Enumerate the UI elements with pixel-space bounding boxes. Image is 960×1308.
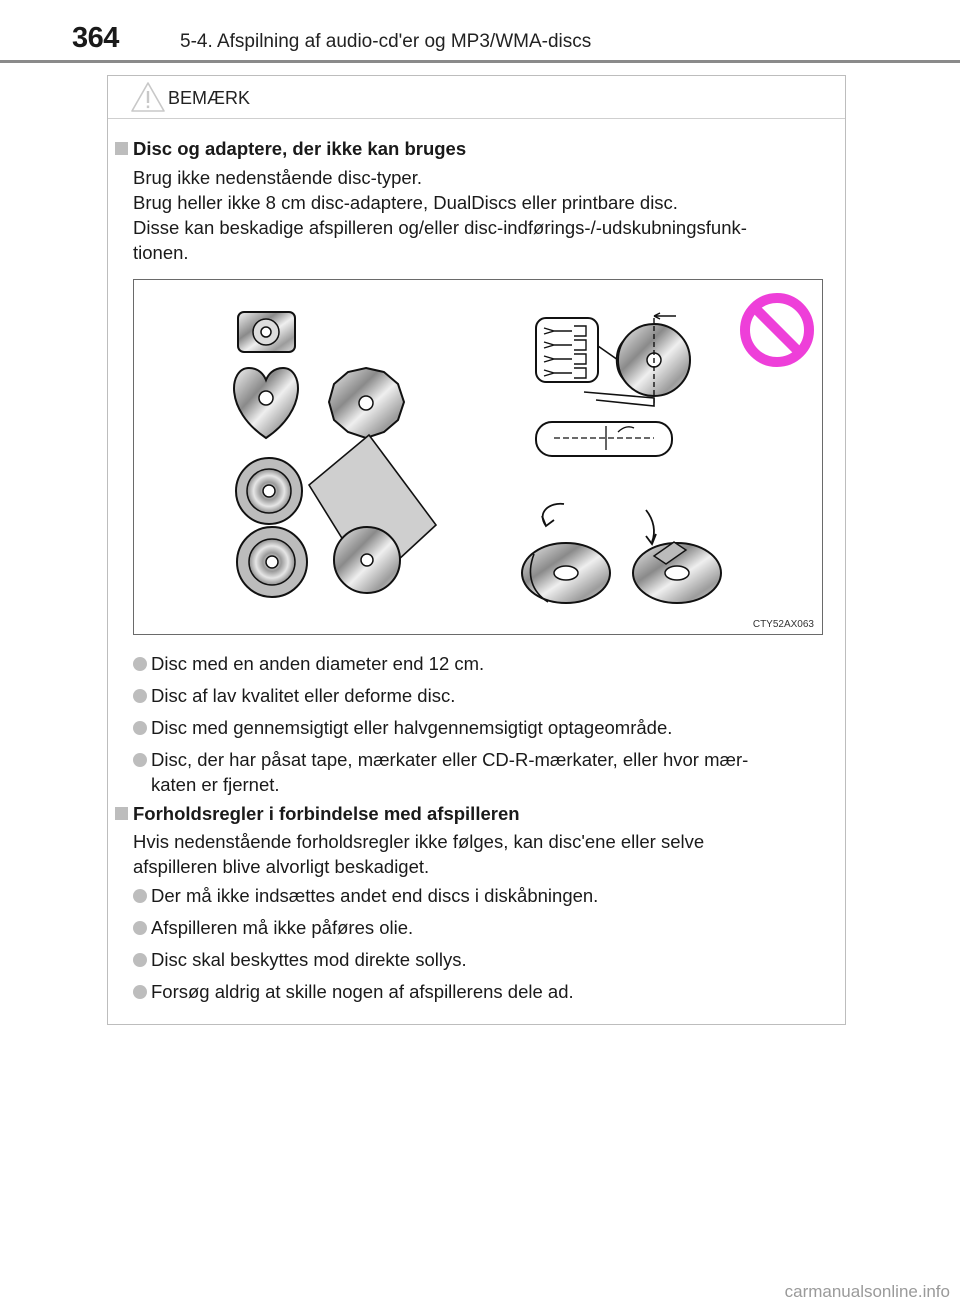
warning-icon bbox=[130, 81, 166, 113]
section-marker bbox=[115, 807, 128, 820]
disc-illustration bbox=[133, 279, 823, 635]
note-label: BEMÆRK bbox=[168, 88, 251, 108]
paragraph-line: Disse kan beskadige afspilleren og/eller disc-indførings-/-udskubningsfunk- bbox=[133, 217, 747, 238]
disc-illustration-art bbox=[134, 280, 822, 634]
list-item: Disc af lav kvalitet eller deforme disc. bbox=[151, 685, 456, 706]
list-item: Afspilleren må ikke påføres olie. bbox=[151, 917, 414, 938]
page-header bbox=[0, 0, 960, 66]
section-heading: Forholdsregler i forbindelse med afspilleren bbox=[133, 803, 520, 824]
list-item-continuation: katen er fjernet. bbox=[151, 774, 280, 795]
bullet-dot bbox=[133, 689, 147, 703]
paragraph-line: tionen. bbox=[133, 242, 189, 263]
paragraph-line: Brug ikke nedenstående disc-typer. bbox=[133, 167, 422, 188]
paragraph-line: Hvis nedenstående forholdsregler ikke følges, kan disc'ene eller selve bbox=[133, 831, 705, 852]
list-item: Disc skal beskyttes mod direkte sollys. bbox=[151, 949, 467, 970]
list-item: Disc med gennemsigtigt eller halvgennemsigtigt optageområde. bbox=[151, 717, 673, 738]
page-number: 364 bbox=[72, 22, 119, 54]
bullet-dot bbox=[133, 985, 147, 999]
header-rule bbox=[0, 60, 960, 63]
bullet-dot bbox=[133, 721, 147, 735]
note-box bbox=[107, 75, 846, 1025]
prohibited-icon bbox=[745, 298, 809, 362]
disc-profile bbox=[536, 422, 672, 456]
section-marker bbox=[115, 142, 128, 155]
list-item: Disc, der har påsat tape, mærkater eller CD-R-mærkater, eller hvor mær- bbox=[151, 749, 749, 770]
section-heading: Disc og adaptere, der ikke kan bruges bbox=[133, 138, 467, 159]
watermark: carmanualsonline.info bbox=[784, 1282, 950, 1301]
bullet-dot bbox=[133, 753, 147, 767]
bullet-dot bbox=[133, 889, 147, 903]
list-item: Forsøg aldrig at skille nogen af afspillerens dele ad. bbox=[151, 981, 574, 1002]
list-item: Der må ikke indsættes andet end discs i diskåbningen. bbox=[151, 885, 599, 906]
list-item: Disc med en anden diameter end 12 cm. bbox=[151, 653, 485, 674]
paragraph-line: afspilleren blive alvorligt beskadiget. bbox=[133, 856, 430, 877]
section-title: 5-4. Afspilning af audio-cd'er og MP3/WMA-discs bbox=[180, 31, 592, 52]
paragraph-line: Brug heller ikke 8 cm disc-adaptere, DualDiscs eller printbare disc. bbox=[133, 192, 678, 213]
bullet-dot bbox=[133, 921, 147, 935]
note-header bbox=[108, 76, 845, 119]
figure-code: CTY52AX063 bbox=[752, 619, 814, 630]
bullet-dot bbox=[133, 953, 147, 967]
bullet-dot bbox=[133, 657, 147, 671]
